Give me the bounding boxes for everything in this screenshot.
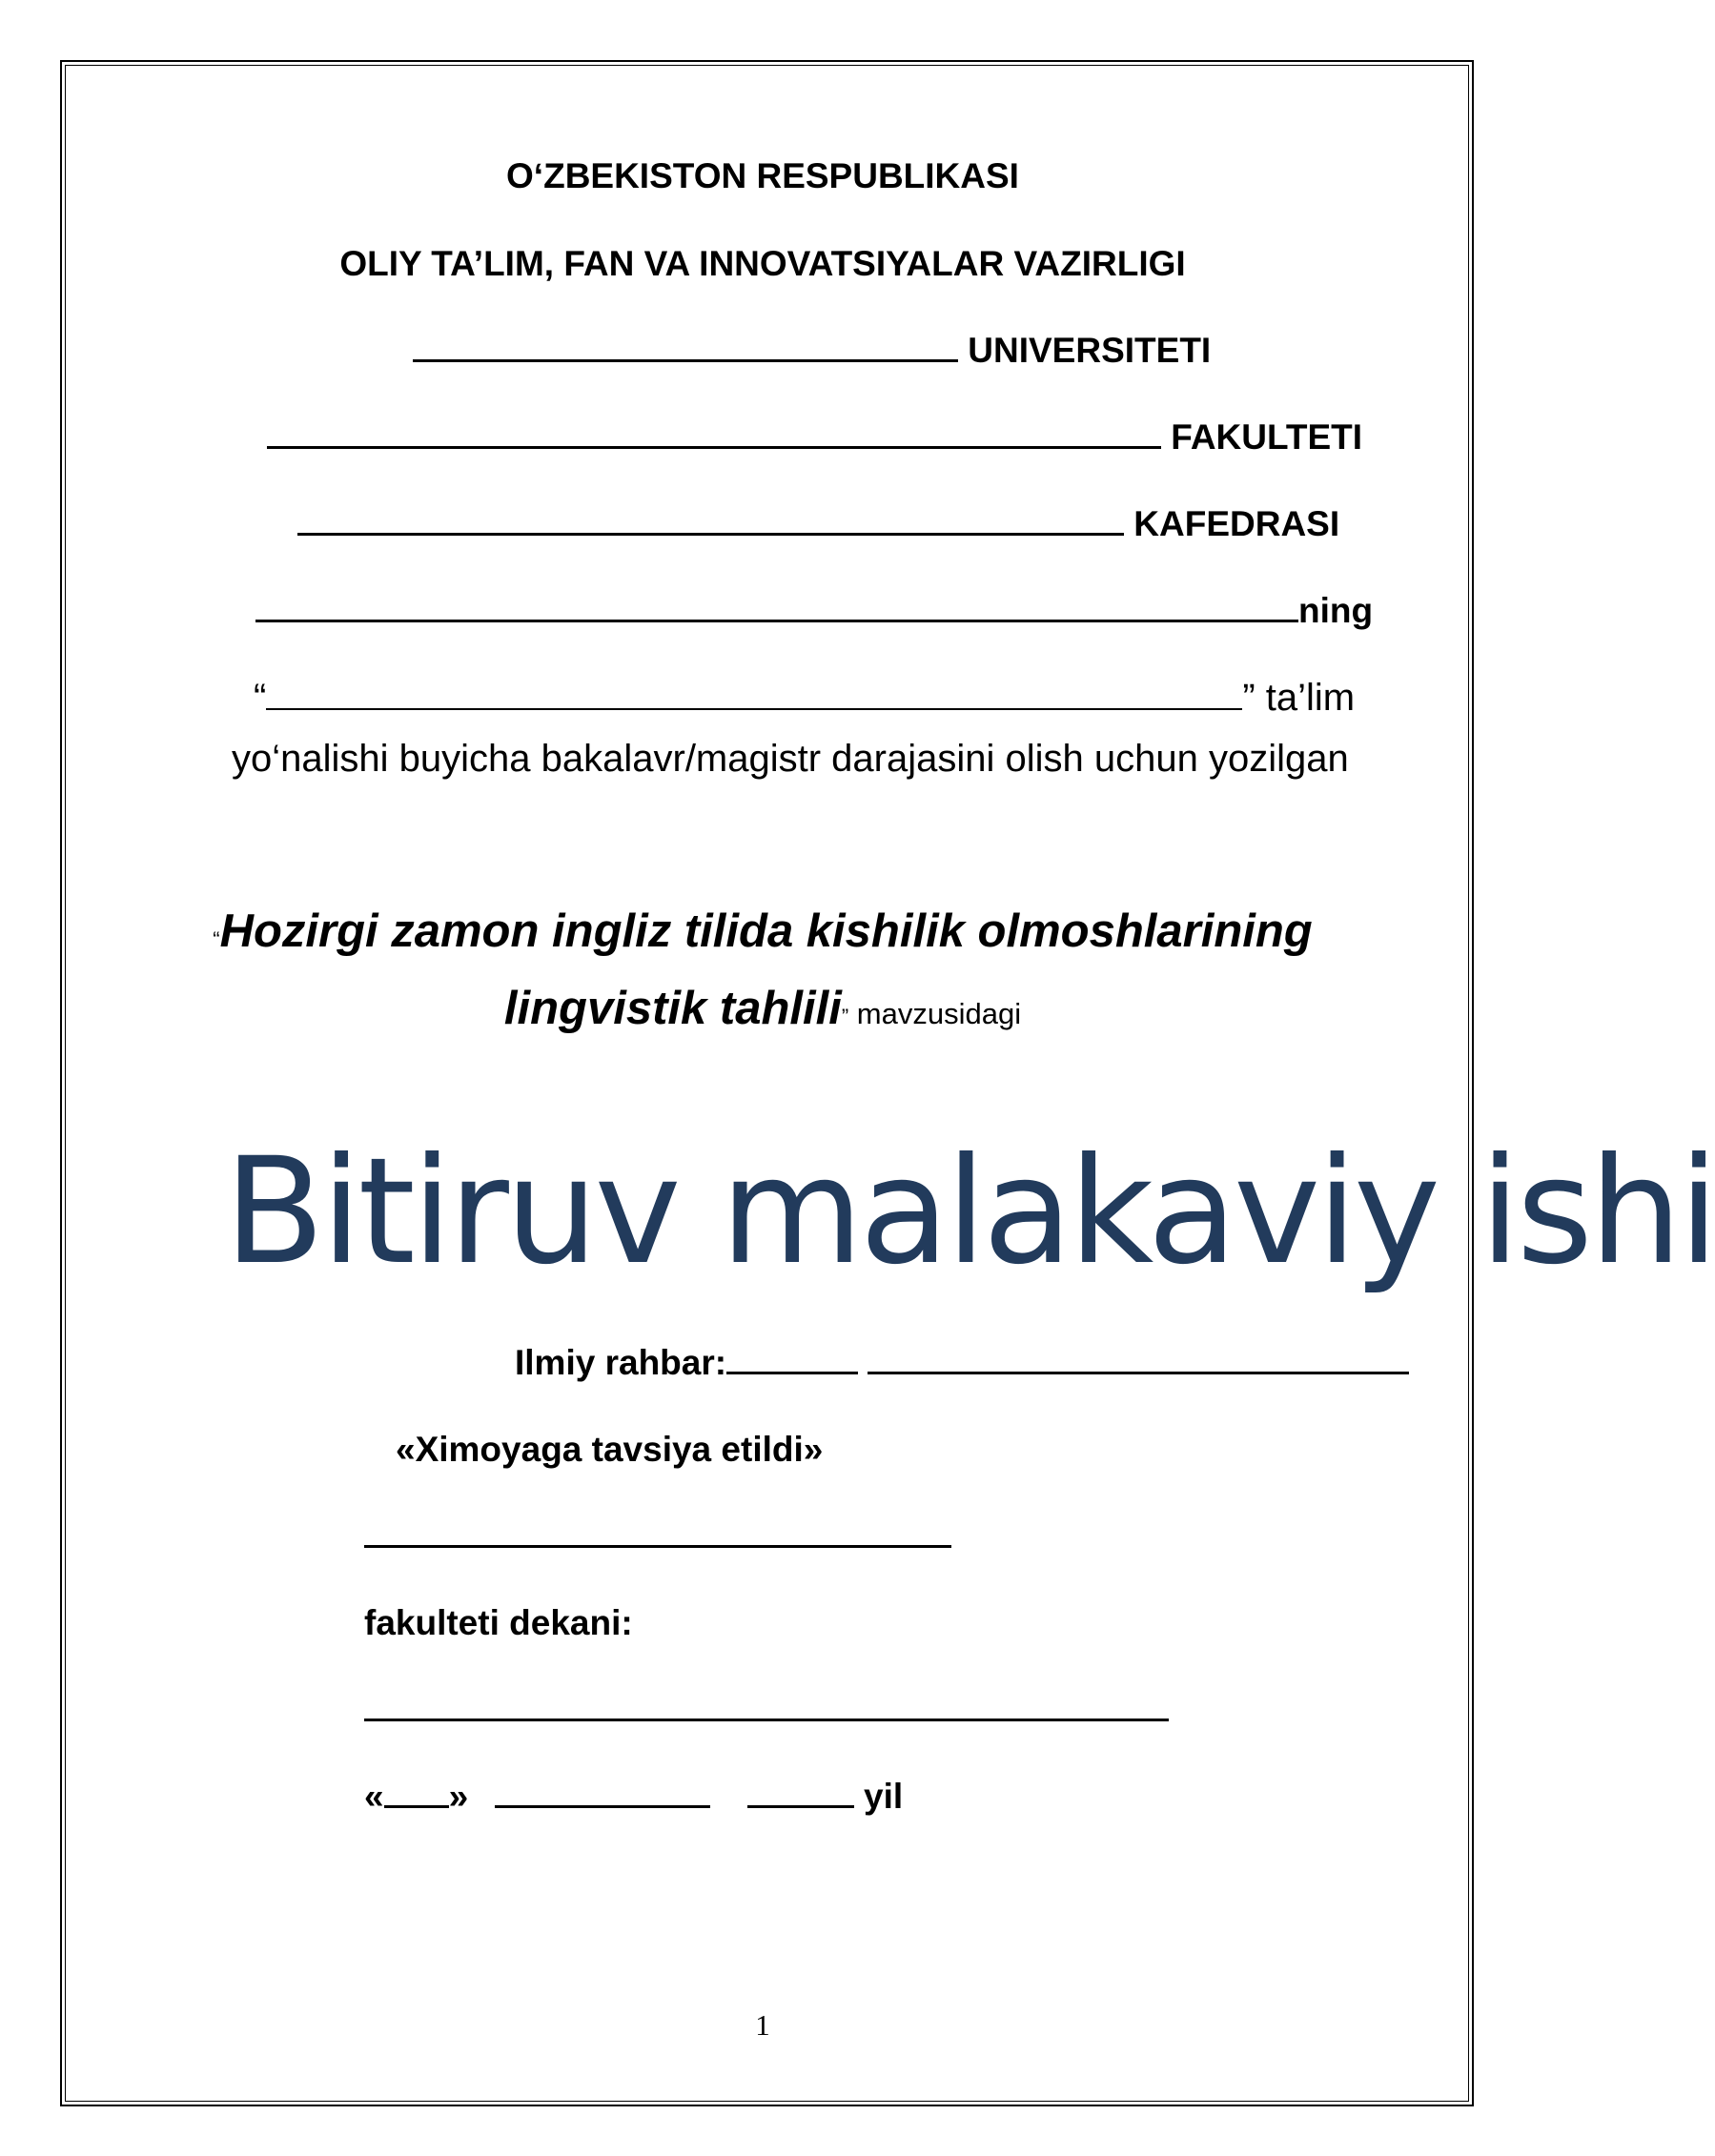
- direction-label: ” ta’lim: [1242, 677, 1356, 719]
- topic-text-1: Hozirgi zamon ingliz tilida kishilik olmoshlarining: [219, 905, 1313, 957]
- department-line: [297, 506, 1339, 541]
- student-line: [255, 593, 1373, 628]
- topic-quote-open: “: [213, 927, 220, 951]
- ministry-heading: OLIY TA’LIM, FAN VA INNOVATSIYALAR VAZIRLIGI: [339, 244, 1186, 283]
- date-close: »: [448, 1777, 469, 1816]
- faculty-label: FAKULTETI: [1171, 417, 1363, 457]
- purpose-line: yo‘nalishi buyicha bakalavr/magistr darajasini olish uchun yozilgan: [232, 738, 1349, 780]
- date-open: «: [364, 1777, 384, 1816]
- department-label: KAFEDRASI: [1133, 504, 1340, 543]
- country-heading: O‘ZBEKISTON RESPUBLIKASI: [506, 156, 1019, 195]
- supervisor-label: Ilmiy rahbar:: [515, 1343, 727, 1382]
- dean-label: fakulteti dekani:: [364, 1603, 633, 1642]
- recommended-label: «Ximoyaga tavsiya etildi»: [396, 1430, 824, 1469]
- direction-quote-open: “: [254, 677, 267, 719]
- department-blank[interactable]: [297, 506, 1124, 536]
- university-label: UNIVERSITETI: [968, 331, 1212, 370]
- student-suffix: ning: [1298, 591, 1374, 630]
- dean-signature-blank[interactable]: [364, 1692, 1169, 1721]
- topic-line-1: [0, 905, 1525, 957]
- recommended-signature-blank[interactable]: [364, 1518, 951, 1548]
- recommended-signature-line: [364, 1518, 951, 1554]
- student-name-blank[interactable]: [255, 593, 1298, 622]
- direction-blank[interactable]: [266, 681, 1242, 710]
- university-blank[interactable]: [413, 333, 958, 362]
- work-title: Bitiruv malakaviy ishi: [224, 1127, 1715, 1297]
- faculty-line: [267, 419, 1362, 455]
- topic-quote-close: ”: [841, 1005, 849, 1028]
- faculty-blank[interactable]: [267, 419, 1161, 449]
- supervisor-signature-blank[interactable]: [726, 1345, 858, 1374]
- date-month-blank[interactable]: [495, 1779, 710, 1808]
- year-label: yil: [864, 1777, 904, 1816]
- dean-signature-line: [364, 1692, 1169, 1727]
- date-line: [364, 1779, 903, 1814]
- supervisor-line: [515, 1345, 1409, 1380]
- direction-line: [254, 679, 1355, 717]
- date-year-blank[interactable]: [747, 1779, 854, 1808]
- topic-line-2: [0, 983, 1525, 1034]
- topic-text-2: lingvistik tahlili: [503, 983, 842, 1034]
- page-number: 1: [755, 2008, 770, 2042]
- date-day-blank[interactable]: [384, 1779, 449, 1808]
- topic-suffix: mavzusidagi: [848, 997, 1022, 1030]
- university-line: [413, 333, 1211, 368]
- supervisor-name-blank[interactable]: [868, 1345, 1409, 1374]
